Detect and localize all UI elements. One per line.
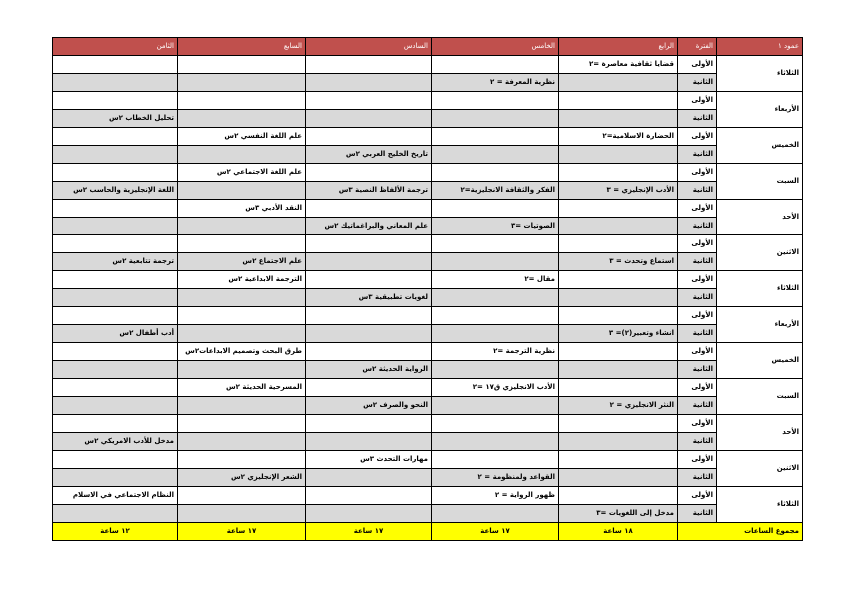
totals-label: مجموع الساعات	[678, 522, 803, 540]
table-row	[53, 271, 803, 289]
period-cell: الثانية	[678, 397, 717, 415]
period-cell: الثانية	[678, 217, 717, 235]
table-row	[53, 486, 803, 504]
course-cell	[178, 361, 306, 379]
period-cell: الأولى	[678, 486, 717, 504]
course-cell	[178, 289, 306, 307]
period-cell: الأولى	[678, 271, 717, 289]
course-cell	[178, 181, 306, 199]
course-cell: علم المعاني والبراغماتيك ٢س	[306, 217, 432, 235]
period-cell: الأولى	[678, 450, 717, 468]
course-cell: اللغة الإنجليزية والحاسب ٢س	[53, 181, 178, 199]
period-cell: الثانية	[678, 468, 717, 486]
table-row	[53, 235, 803, 253]
course-cell	[53, 163, 178, 181]
course-cell	[432, 397, 559, 415]
period-cell: الثانية	[678, 504, 717, 522]
course-cell	[559, 235, 678, 253]
course-cell: الصوتيات =٣	[432, 217, 559, 235]
day-cell: الخميس	[717, 343, 803, 379]
table-row	[53, 199, 803, 217]
day-cell: الأحد	[717, 415, 803, 451]
course-cell	[306, 253, 432, 271]
table-row	[53, 145, 803, 163]
total-hours-cell: ١٨ ساعة	[559, 522, 678, 540]
course-cell	[432, 91, 559, 109]
course-cell	[559, 217, 678, 235]
table-row	[53, 468, 803, 486]
course-cell	[559, 289, 678, 307]
table-row	[53, 325, 803, 343]
period-cell: الأولى	[678, 91, 717, 109]
course-cell: تحليل الخطاب ٢س	[53, 109, 178, 127]
course-cell	[306, 415, 432, 433]
course-cell: تاريخ الخليج العربي ٢س	[306, 145, 432, 163]
course-cell	[432, 199, 559, 217]
course-cell	[432, 432, 559, 450]
course-cell: الشعر الإنجليزي ٢س	[178, 468, 306, 486]
course-cell	[306, 91, 432, 109]
course-cell	[432, 450, 559, 468]
course-cell: علم اللغة الاجتماعي ٢س	[178, 163, 306, 181]
period-cell: الثانية	[678, 325, 717, 343]
day-cell: السبت	[717, 379, 803, 415]
period-cell: الثانية	[678, 73, 717, 91]
course-cell	[178, 73, 306, 91]
course-cell	[432, 235, 559, 253]
course-cell: الأدب الانجليزي ق١٧ =٢	[432, 379, 559, 397]
course-cell	[432, 127, 559, 145]
course-cell	[306, 235, 432, 253]
course-cell	[306, 73, 432, 91]
course-cell: ظهور الرواية = ٢	[432, 486, 559, 504]
table-row	[53, 415, 803, 433]
course-cell	[178, 235, 306, 253]
course-cell	[432, 55, 559, 73]
table-row	[53, 343, 803, 361]
table-row	[53, 289, 803, 307]
table-row	[53, 307, 803, 325]
course-cell	[53, 145, 178, 163]
course-cell	[53, 450, 178, 468]
column-header: الفترة	[678, 38, 717, 56]
course-cell	[559, 307, 678, 325]
table-row	[53, 55, 803, 73]
course-cell	[53, 504, 178, 522]
column-header: الثامن	[53, 38, 178, 56]
course-cell	[53, 289, 178, 307]
course-cell	[559, 468, 678, 486]
course-cell	[306, 109, 432, 127]
period-cell: الثانية	[678, 145, 717, 163]
course-cell: علم اللغة النفسي ٢س	[178, 127, 306, 145]
course-cell: مدخل إلى اللغويات =٣	[559, 504, 678, 522]
course-cell	[53, 415, 178, 433]
course-cell: نظرية الترجمة =٢	[432, 343, 559, 361]
course-cell	[432, 163, 559, 181]
course-cell	[432, 415, 559, 433]
course-cell: الرواية الحديثة ٢س	[306, 361, 432, 379]
course-cell	[178, 486, 306, 504]
course-cell	[306, 486, 432, 504]
course-cell	[306, 271, 432, 289]
column-header: الخامس	[432, 38, 559, 56]
course-cell	[559, 415, 678, 433]
schedule-table	[52, 37, 803, 541]
course-cell	[559, 343, 678, 361]
course-cell	[559, 163, 678, 181]
day-cell: الأربعاء	[717, 307, 803, 343]
course-cell	[306, 432, 432, 450]
day-cell: الثلاثاء	[717, 486, 803, 522]
table-row	[53, 450, 803, 468]
column-header: السادس	[306, 38, 432, 56]
course-cell	[178, 432, 306, 450]
course-cell	[559, 145, 678, 163]
course-cell	[53, 217, 178, 235]
course-cell: طرق البحث وتصميم الابداعات٢س	[178, 343, 306, 361]
course-cell	[306, 199, 432, 217]
course-cell	[559, 271, 678, 289]
course-cell	[559, 109, 678, 127]
course-cell	[53, 397, 178, 415]
course-cell: انشاء وتعبير(٢)= ٣	[559, 325, 678, 343]
course-cell: النحو والصرف ٢س	[306, 397, 432, 415]
course-cell: ترجمة تتابعية ٢س	[53, 253, 178, 271]
column-header: السابع	[178, 38, 306, 56]
course-cell	[53, 199, 178, 217]
total-hours-cell: ١٧ ساعة	[306, 522, 432, 540]
table-row	[53, 504, 803, 522]
table-row	[53, 91, 803, 109]
course-cell	[432, 289, 559, 307]
table-row	[53, 109, 803, 127]
course-cell	[53, 73, 178, 91]
column-header: عمود ١	[717, 38, 803, 56]
period-cell: الأولى	[678, 307, 717, 325]
course-cell	[432, 361, 559, 379]
course-cell: القواعد ولمنظومة = ٢	[432, 468, 559, 486]
course-cell: الترجمة الابداعية ٢س	[178, 271, 306, 289]
period-cell: الأولى	[678, 163, 717, 181]
course-cell	[559, 199, 678, 217]
course-cell: المسرحية الحديثة ٢س	[178, 379, 306, 397]
course-cell	[178, 415, 306, 433]
period-cell: الأولى	[678, 235, 717, 253]
period-cell: الأولى	[678, 55, 717, 73]
course-cell: مهارات التحدث ٣س	[306, 450, 432, 468]
course-cell	[178, 217, 306, 235]
table-row	[53, 361, 803, 379]
course-cell: مدخل للأدب الامريكي ٢س	[53, 432, 178, 450]
course-cell: استماع وتحدث = ٣	[559, 253, 678, 271]
table-row	[53, 127, 803, 145]
course-cell: النثر الانجليزي = ٢	[559, 397, 678, 415]
course-cell: الفكر والثقافة الانجليزية=٢	[432, 181, 559, 199]
course-cell	[306, 325, 432, 343]
course-cell	[53, 91, 178, 109]
period-cell: الثانية	[678, 289, 717, 307]
period-cell: الأولى	[678, 199, 717, 217]
total-hours-cell: ١٧ ساعة	[178, 522, 306, 540]
header-row	[53, 38, 803, 56]
table-row	[53, 379, 803, 397]
course-cell	[178, 307, 306, 325]
course-cell	[53, 343, 178, 361]
period-cell: الثانية	[678, 109, 717, 127]
course-cell: النقد الأدبي ٣س	[178, 199, 306, 217]
table-row	[53, 253, 803, 271]
course-cell: قضايا ثقافية معاصرة =٢	[559, 55, 678, 73]
course-cell	[432, 325, 559, 343]
course-cell	[53, 235, 178, 253]
course-cell	[178, 450, 306, 468]
table-row	[53, 217, 803, 235]
day-cell: السبت	[717, 163, 803, 199]
table-row	[53, 73, 803, 91]
course-cell	[306, 307, 432, 325]
course-cell	[432, 307, 559, 325]
course-cell	[559, 73, 678, 91]
course-cell	[178, 91, 306, 109]
day-cell: الأربعاء	[717, 91, 803, 127]
day-cell: الثلاثاء	[717, 271, 803, 307]
course-cell: الأدب الإنجليزي = ٣	[559, 181, 678, 199]
course-cell: علم الاجتماع ٢س	[178, 253, 306, 271]
course-cell	[432, 504, 559, 522]
day-cell: الأحد	[717, 199, 803, 235]
course-cell	[559, 486, 678, 504]
period-cell: الأولى	[678, 379, 717, 397]
period-cell: الثانية	[678, 181, 717, 199]
course-cell	[559, 379, 678, 397]
table-row	[53, 432, 803, 450]
course-cell	[306, 127, 432, 145]
course-cell: لغويات تطبيقية ٣س	[306, 289, 432, 307]
period-cell: الأولى	[678, 127, 717, 145]
course-cell: نظرية المعرفة = ٢	[432, 73, 559, 91]
course-cell	[306, 55, 432, 73]
period-cell: الثانية	[678, 361, 717, 379]
day-cell: الاثنين	[717, 235, 803, 271]
day-cell: الخميس	[717, 127, 803, 163]
course-cell: ترجمة الألفاظ النصية ٣س	[306, 181, 432, 199]
course-cell	[53, 379, 178, 397]
course-cell	[178, 55, 306, 73]
course-cell	[432, 109, 559, 127]
course-cell	[178, 504, 306, 522]
course-cell: أدب أطفال ٢س	[53, 325, 178, 343]
course-cell	[53, 127, 178, 145]
period-cell: الثانية	[678, 432, 717, 450]
course-cell	[53, 55, 178, 73]
course-cell	[559, 432, 678, 450]
course-cell: النظام الاجتماعي في الاسلام	[53, 486, 178, 504]
course-cell	[178, 145, 306, 163]
column-header: الرابع	[559, 38, 678, 56]
day-cell: الثلاثاء	[717, 55, 803, 91]
day-cell: الاثنين	[717, 450, 803, 486]
course-cell	[53, 361, 178, 379]
course-cell	[178, 109, 306, 127]
course-cell	[559, 361, 678, 379]
total-hours-cell: ١٧ ساعة	[432, 522, 559, 540]
table-row	[53, 163, 803, 181]
course-cell	[432, 145, 559, 163]
table-row	[53, 181, 803, 199]
course-cell	[53, 271, 178, 289]
course-cell	[178, 397, 306, 415]
course-cell	[306, 163, 432, 181]
course-cell	[306, 343, 432, 361]
course-cell	[432, 253, 559, 271]
totals-row	[53, 522, 803, 540]
total-hours-cell: ١٢ ساعة	[53, 522, 178, 540]
course-cell	[306, 504, 432, 522]
course-cell: الحضارة الاسلامية=٢	[559, 127, 678, 145]
course-cell	[559, 450, 678, 468]
course-cell	[559, 91, 678, 109]
table-row	[53, 397, 803, 415]
period-cell: الأولى	[678, 343, 717, 361]
period-cell: الأولى	[678, 415, 717, 433]
period-cell: الثانية	[678, 253, 717, 271]
course-cell	[53, 307, 178, 325]
course-cell: مقال =٢	[432, 271, 559, 289]
course-cell	[53, 468, 178, 486]
course-cell	[178, 325, 306, 343]
course-cell	[306, 379, 432, 397]
course-cell	[306, 468, 432, 486]
